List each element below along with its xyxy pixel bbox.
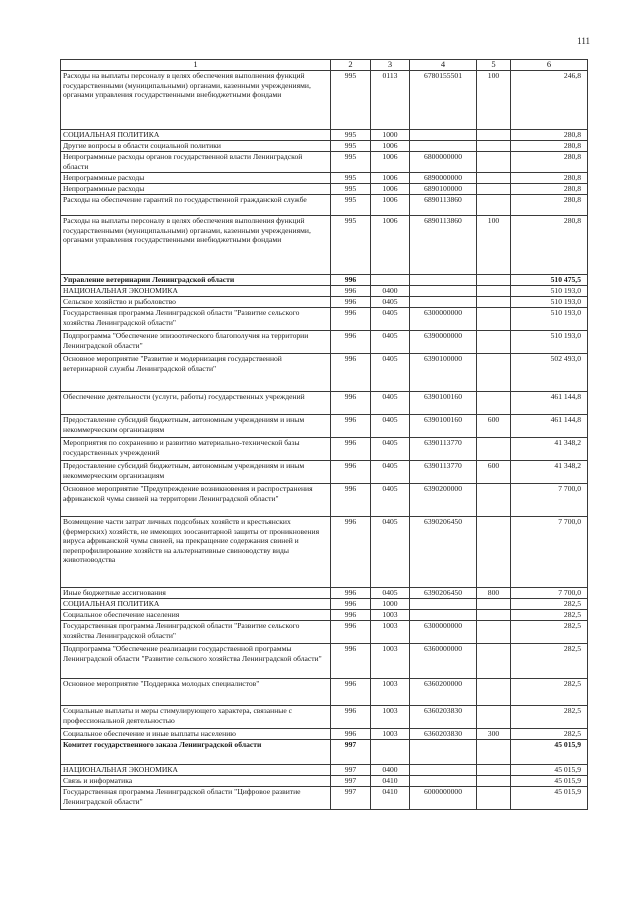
- row-article-cell: 6390200000: [410, 484, 477, 517]
- row-article-cell: 6390206450: [410, 517, 477, 588]
- row-kind-cell: [477, 195, 511, 216]
- row-section-cell: 1006: [371, 195, 410, 216]
- row-article-cell: 6360000000: [410, 644, 477, 679]
- row-amount-cell: 510 193,0: [511, 331, 588, 354]
- row-article-cell: [410, 610, 477, 621]
- row-kind-cell: [477, 173, 511, 184]
- row-ministry-cell: 997: [331, 765, 371, 776]
- row-article-cell: 6390000000: [410, 331, 477, 354]
- row-amount-cell: 282,5: [511, 706, 588, 729]
- row-ministry-cell: 996: [331, 275, 371, 286]
- table-row: [61, 679, 588, 706]
- row-section-cell: 0405: [371, 438, 410, 461]
- table-row: [61, 765, 588, 776]
- row-amount-cell: 510 193,0: [511, 297, 588, 308]
- row-name-cell: Комитет государственного заказа Ленинградской области: [61, 740, 331, 765]
- row-name-cell: Социальное обеспечение населения: [61, 610, 331, 621]
- row-article-cell: 6390100160: [410, 415, 477, 438]
- row-article-cell: 6390113770: [410, 461, 477, 484]
- row-ministry-cell: 995: [331, 216, 371, 275]
- table-row: [61, 308, 588, 331]
- row-kind-cell: 600: [477, 461, 511, 484]
- row-kind-cell: [477, 517, 511, 588]
- row-ministry-cell: 996: [331, 599, 371, 610]
- row-amount-cell: 246,8: [511, 71, 588, 130]
- row-section-cell: 0405: [371, 331, 410, 354]
- row-section-cell: 1003: [371, 679, 410, 706]
- row-amount-cell: 280,8: [511, 216, 588, 275]
- row-section-cell: 1006: [371, 173, 410, 184]
- row-amount-cell: 45 015,9: [511, 776, 588, 787]
- row-section-cell: 1000: [371, 130, 410, 141]
- row-name-cell: Государственная программа Ленинградской области "Цифровое развитие Ленинградской области": [61, 787, 331, 810]
- row-amount-cell: 7 700,0: [511, 484, 588, 517]
- table-row: [61, 184, 588, 195]
- row-section-cell: [371, 740, 410, 765]
- row-amount-cell: 502 493,0: [511, 354, 588, 392]
- table-row: [61, 130, 588, 141]
- row-ministry-cell: 995: [331, 130, 371, 141]
- row-kind-cell: 600: [477, 415, 511, 438]
- row-ministry-cell: 996: [331, 621, 371, 644]
- row-name-cell: Другие вопросы в области социальной политики: [61, 141, 331, 152]
- row-ministry-cell: 997: [331, 787, 371, 810]
- row-amount-cell: 282,5: [511, 679, 588, 706]
- row-article-cell: [410, 286, 477, 297]
- row-section-cell: 0405: [371, 588, 410, 599]
- row-section-cell: 0400: [371, 765, 410, 776]
- row-ministry-cell: 996: [331, 679, 371, 706]
- row-kind-cell: [477, 787, 511, 810]
- row-name-cell: Основное мероприятие "Предупреждение возникновения и распространения африканской чумы свиней на территории Ленинградской области": [61, 484, 331, 517]
- row-amount-cell: 41 348,2: [511, 438, 588, 461]
- row-name-cell: Расходы на выплаты персоналу в целях обеспечения выполнения функций государственными (муниципальными) органами, казенными учреждениями, органами управления государственными внебюджетными фондами: [61, 71, 331, 130]
- row-ministry-cell: 995: [331, 184, 371, 195]
- row-ministry-cell: 997: [331, 776, 371, 787]
- header-cell-amount: 6: [511, 60, 588, 71]
- row-kind-cell: [477, 297, 511, 308]
- row-article-cell: [410, 130, 477, 141]
- row-kind-cell: [477, 152, 511, 173]
- row-ministry-cell: 996: [331, 354, 371, 392]
- row-section-cell: 0405: [371, 415, 410, 438]
- table-row: [61, 740, 588, 765]
- row-amount-cell: 41 348,2: [511, 461, 588, 484]
- row-ministry-cell: 996: [331, 588, 371, 599]
- row-amount-cell: 45 015,9: [511, 787, 588, 810]
- row-ministry-cell: 995: [331, 152, 371, 173]
- row-amount-cell: 280,8: [511, 141, 588, 152]
- row-ministry-cell: 996: [331, 331, 371, 354]
- header-cell-kind: 5: [477, 60, 511, 71]
- table-row: [61, 599, 588, 610]
- row-name-cell: СОЦИАЛЬНАЯ ПОЛИТИКА: [61, 599, 331, 610]
- row-kind-cell: [477, 599, 511, 610]
- table-row: [61, 141, 588, 152]
- table-row: [61, 286, 588, 297]
- row-name-cell: Сельское хозяйство и рыболовство: [61, 297, 331, 308]
- row-ministry-cell: 996: [331, 461, 371, 484]
- row-name-cell: Непрограммные расходы: [61, 173, 331, 184]
- row-kind-cell: [477, 765, 511, 776]
- row-ministry-cell: 995: [331, 141, 371, 152]
- table-row: [61, 644, 588, 679]
- row-name-cell: Управление ветеринарии Ленинградской области: [61, 275, 331, 286]
- row-kind-cell: [477, 438, 511, 461]
- row-name-cell: Предоставление субсидий бюджетным, автономным учреждениям и иным некоммерческим организациям: [61, 415, 331, 438]
- row-name-cell: НАЦИОНАЛЬНАЯ ЭКОНОМИКА: [61, 286, 331, 297]
- row-kind-cell: [477, 740, 511, 765]
- table-row: [61, 392, 588, 415]
- table-row: [61, 588, 588, 599]
- row-section-cell: 0400: [371, 286, 410, 297]
- row-section-cell: 0405: [371, 517, 410, 588]
- row-name-cell: Расходы на выплаты персоналу в целях обеспечения выполнения функций государственными (муниципальными) органами, казенными учреждениями, органами управления государственными внебюджетными фондами: [61, 216, 331, 275]
- row-amount-cell: 280,8: [511, 195, 588, 216]
- table-row: [61, 610, 588, 621]
- row-ministry-cell: 995: [331, 195, 371, 216]
- row-kind-cell: [477, 130, 511, 141]
- row-name-cell: Социальное обеспечение и иные выплаты населению: [61, 729, 331, 740]
- row-name-cell: Основное мероприятие "Поддержка молодых специалистов": [61, 679, 331, 706]
- row-amount-cell: 280,8: [511, 173, 588, 184]
- row-article-cell: [410, 740, 477, 765]
- row-section-cell: 1003: [371, 610, 410, 621]
- row-article-cell: 6000000000: [410, 787, 477, 810]
- row-name-cell: СОЦИАЛЬНАЯ ПОЛИТИКА: [61, 130, 331, 141]
- table-row: [61, 729, 588, 740]
- row-kind-cell: [477, 275, 511, 286]
- row-amount-cell: 510 193,0: [511, 286, 588, 297]
- row-article-cell: 6360203830: [410, 706, 477, 729]
- row-kind-cell: 100: [477, 216, 511, 275]
- row-name-cell: Непрограммные расходы: [61, 184, 331, 195]
- row-section-cell: 1003: [371, 644, 410, 679]
- table-row: [61, 152, 588, 173]
- row-article-cell: [410, 141, 477, 152]
- table-row: [61, 706, 588, 729]
- row-section-cell: [371, 275, 410, 286]
- table-row: [61, 517, 588, 588]
- row-amount-cell: 7 700,0: [511, 588, 588, 599]
- row-kind-cell: [477, 484, 511, 517]
- table-row: [61, 216, 588, 275]
- table-row: [61, 621, 588, 644]
- row-article-cell: 6360200000: [410, 679, 477, 706]
- row-article-cell: 6390206450: [410, 588, 477, 599]
- table-row: [61, 275, 588, 286]
- row-kind-cell: [477, 308, 511, 331]
- row-section-cell: 0113: [371, 71, 410, 130]
- row-ministry-cell: 996: [331, 297, 371, 308]
- row-amount-cell: 282,5: [511, 644, 588, 679]
- row-section-cell: 0405: [371, 297, 410, 308]
- row-amount-cell: 280,8: [511, 152, 588, 173]
- row-amount-cell: 282,5: [511, 621, 588, 644]
- row-name-cell: Государственная программа Ленинградской области "Развитие сельского хозяйства Ленинградской области": [61, 308, 331, 331]
- row-section-cell: 1006: [371, 216, 410, 275]
- table-row: [61, 195, 588, 216]
- row-section-cell: 0405: [371, 484, 410, 517]
- table-row: [61, 331, 588, 354]
- row-name-cell: Иные бюджетные ассигнования: [61, 588, 331, 599]
- row-ministry-cell: 996: [331, 308, 371, 331]
- row-kind-cell: [477, 621, 511, 644]
- table-row: [61, 297, 588, 308]
- row-name-cell: Связь и информатика: [61, 776, 331, 787]
- row-article-cell: 6300000000: [410, 308, 477, 331]
- row-amount-cell: 280,8: [511, 184, 588, 195]
- row-section-cell: 0405: [371, 461, 410, 484]
- row-ministry-cell: 995: [331, 173, 371, 184]
- row-article-cell: 6390100160: [410, 392, 477, 415]
- row-name-cell: Подпрограмма "Обеспечение реализации государственной программы Ленинградской области "Развитие сельского хозяйства Ленинградской области": [61, 644, 331, 679]
- row-article-cell: 6300000000: [410, 621, 477, 644]
- row-kind-cell: [477, 776, 511, 787]
- row-name-cell: Социальные выплаты и меры стимулирующего характера, связанные с профессиональной деятельностью: [61, 706, 331, 729]
- row-kind-cell: 800: [477, 588, 511, 599]
- row-kind-cell: 100: [477, 71, 511, 130]
- row-kind-cell: [477, 331, 511, 354]
- row-amount-cell: 280,8: [511, 130, 588, 141]
- budget-table: [60, 59, 588, 810]
- row-amount-cell: 7 700,0: [511, 517, 588, 588]
- row-ministry-cell: 996: [331, 644, 371, 679]
- row-name-cell: Подпрограмма "Обеспечение эпизоотического благополучия на территории Ленинградской области": [61, 331, 331, 354]
- row-article-cell: 6780155501: [410, 71, 477, 130]
- row-section-cell: 0405: [371, 392, 410, 415]
- row-name-cell: Государственная программа Ленинградской области "Развитие сельского хозяйства Ленинградской области": [61, 621, 331, 644]
- row-ministry-cell: 995: [331, 71, 371, 130]
- row-name-cell: Расходы на обеспечение гарантий по государственной гражданской службе: [61, 195, 331, 216]
- header-cell-article: 4: [410, 60, 477, 71]
- row-article-cell: 6360203830: [410, 729, 477, 740]
- row-article-cell: [410, 765, 477, 776]
- row-ministry-cell: 996: [331, 729, 371, 740]
- page-number: 111: [577, 36, 590, 46]
- row-amount-cell: 461 144,8: [511, 392, 588, 415]
- row-section-cell: 1000: [371, 599, 410, 610]
- row-ministry-cell: 997: [331, 740, 371, 765]
- row-article-cell: 6390100000: [410, 354, 477, 392]
- table-header-row: [61, 60, 588, 71]
- row-section-cell: 1006: [371, 152, 410, 173]
- table-row: [61, 71, 588, 130]
- row-amount-cell: 282,5: [511, 599, 588, 610]
- row-amount-cell: 45 015,9: [511, 765, 588, 776]
- row-article-cell: 6890113860: [410, 216, 477, 275]
- row-article-cell: 6890000000: [410, 173, 477, 184]
- row-name-cell: Основное мероприятие "Развитие и модернизация государственной ветеринарной службы Ленинградской области": [61, 354, 331, 392]
- table-row: [61, 484, 588, 517]
- row-amount-cell: 510 193,0: [511, 308, 588, 331]
- row-amount-cell: 510 475,5: [511, 275, 588, 286]
- row-name-cell: Обеспечение деятельности (услуги, работы) государственных учреждений: [61, 392, 331, 415]
- row-section-cell: 0405: [371, 354, 410, 392]
- row-article-cell: [410, 297, 477, 308]
- row-kind-cell: [477, 354, 511, 392]
- row-article-cell: 6890100000: [410, 184, 477, 195]
- row-section-cell: 1003: [371, 729, 410, 740]
- row-section-cell: 1006: [371, 184, 410, 195]
- row-kind-cell: [477, 286, 511, 297]
- row-name-cell: Мероприятия по сохранению и развитию материально-технической базы государственных учреждений: [61, 438, 331, 461]
- header-cell-section: 3: [371, 60, 410, 71]
- table-row: [61, 173, 588, 184]
- row-section-cell: 1003: [371, 706, 410, 729]
- table-row: [61, 787, 588, 810]
- row-section-cell: 1006: [371, 141, 410, 152]
- table-row: [61, 461, 588, 484]
- header-cell-name: 1: [61, 60, 331, 71]
- row-article-cell: 6390113770: [410, 438, 477, 461]
- row-amount-cell: 461 144,8: [511, 415, 588, 438]
- table-row: [61, 776, 588, 787]
- row-amount-cell: 282,5: [511, 729, 588, 740]
- row-amount-cell: 282,5: [511, 610, 588, 621]
- row-name-cell: НАЦИОНАЛЬНАЯ ЭКОНОМИКА: [61, 765, 331, 776]
- row-section-cell: 0405: [371, 308, 410, 331]
- row-ministry-cell: 996: [331, 438, 371, 461]
- row-article-cell: [410, 776, 477, 787]
- row-ministry-cell: 996: [331, 610, 371, 621]
- row-ministry-cell: 996: [331, 517, 371, 588]
- row-name-cell: Непрограммные расходы органов государственной власти Ленинградской области: [61, 152, 331, 173]
- table-body: [61, 60, 588, 810]
- row-ministry-cell: 996: [331, 706, 371, 729]
- table-row: [61, 354, 588, 392]
- header-cell-ministry: 2: [331, 60, 371, 71]
- row-kind-cell: 300: [477, 729, 511, 740]
- row-kind-cell: [477, 706, 511, 729]
- row-section-cell: 0410: [371, 776, 410, 787]
- row-article-cell: 6800000000: [410, 152, 477, 173]
- row-kind-cell: [477, 141, 511, 152]
- row-kind-cell: [477, 679, 511, 706]
- row-kind-cell: [477, 184, 511, 195]
- row-kind-cell: [477, 392, 511, 415]
- row-name-cell: Возмещение части затрат личных подсобных хозяйств и крестьянских (фермерских) хозяйств, не имеющих зоосанитарной защиты от проникновения вируса африканской чумы свиней, на прекращение содержания свиней и перепрофилирование хозяйств на альтернативные свиноводству виды животноводства: [61, 517, 331, 588]
- row-article-cell: 6890113860: [410, 195, 477, 216]
- row-article-cell: [410, 275, 477, 286]
- row-kind-cell: [477, 644, 511, 679]
- row-kind-cell: [477, 610, 511, 621]
- row-amount-cell: 45 015,9: [511, 740, 588, 765]
- table-row: [61, 438, 588, 461]
- row-ministry-cell: 996: [331, 286, 371, 297]
- row-section-cell: 1003: [371, 621, 410, 644]
- row-ministry-cell: 996: [331, 392, 371, 415]
- row-article-cell: [410, 599, 477, 610]
- row-section-cell: 0410: [371, 787, 410, 810]
- row-ministry-cell: 996: [331, 484, 371, 517]
- table-row: [61, 415, 588, 438]
- row-name-cell: Предоставление субсидий бюджетным, автономным учреждениям и иным некоммерческим организациям: [61, 461, 331, 484]
- row-ministry-cell: 996: [331, 415, 371, 438]
